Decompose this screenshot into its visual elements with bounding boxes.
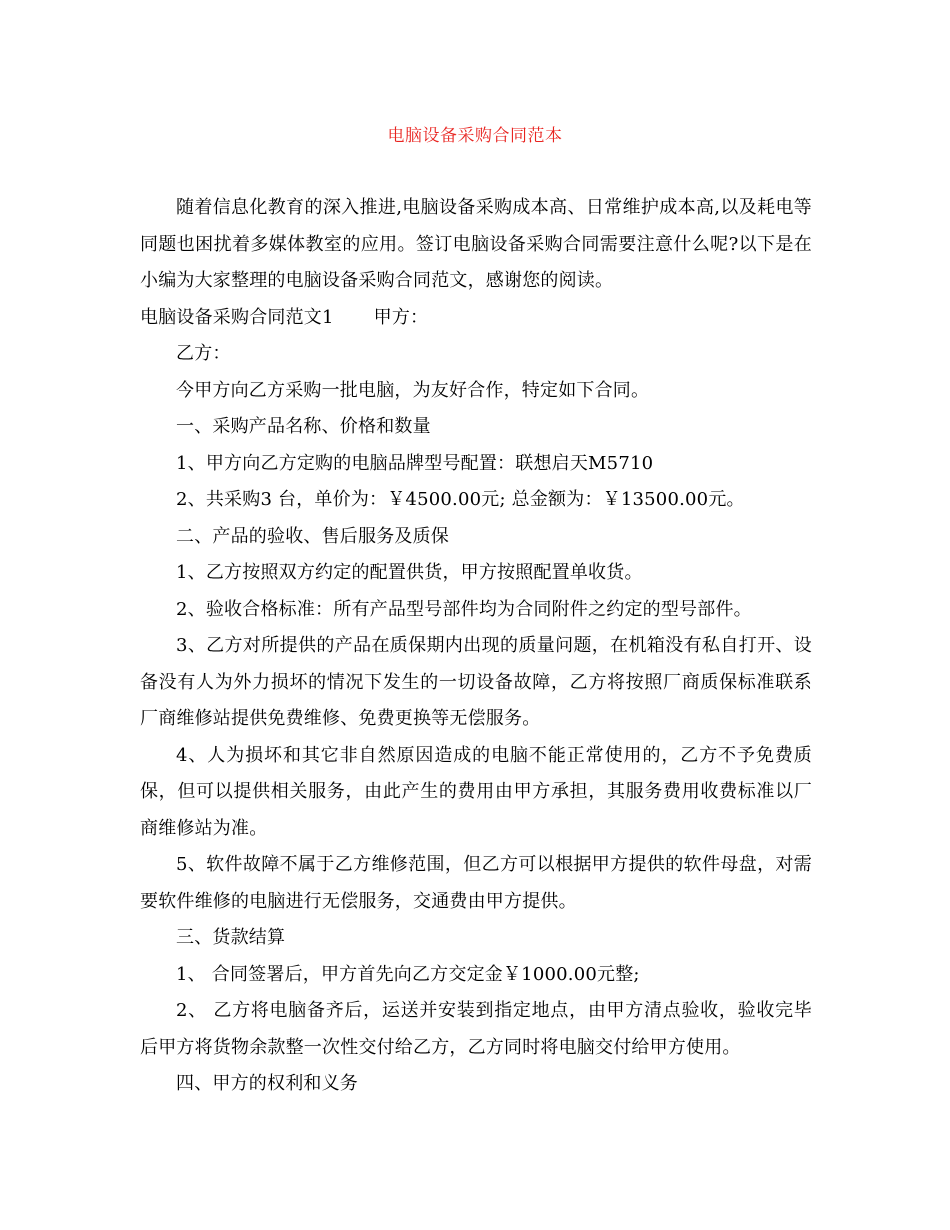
section2-item5: 5、软件故障不属于乙方维修范围，但乙方可以根据甲方提供的软件母盘，对需要软件维修的电脑进行无偿服务，交通费由甲方提供。 xyxy=(140,854,812,912)
section3-item2: 2、 乙方将电脑备齐后，运送并安装到指定地点，由甲方清点验收，验收完毕后甲方将货物余款整一次性交付给乙方，乙方同时将电脑交付给甲方使用。 xyxy=(140,1000,812,1058)
section2-item3: 3、乙方对所提供的产品在质保期内出现的质量问题，在机箱没有私自打开、设备没有人为外力损坏的情况下发生的一切设备故障，乙方将按照厂商质保标准联系厂商维修站提供免费维修、免费更换等无偿服务。 xyxy=(140,635,812,729)
section4-heading: 四、甲方的权利和义务 xyxy=(176,1073,358,1094)
section2-item4: 4、人为损坏和其它非自然原因造成的电脑不能正常使用的，乙方不予免费质保，但可以提供相关服务，由此产生的费用由甲方承担，其服务费用收费标准以厂商维修站为准。 xyxy=(140,744,812,839)
section3-item1: 1、 合同签署后，甲方首先向乙方交定金￥1000.00元整; xyxy=(176,963,640,985)
party-b-label: 乙方： xyxy=(176,343,231,364)
section2-item2: 2、验收合格标准：所有产品型号部件均为合同附件之约定的型号部件。 xyxy=(176,598,752,620)
section1-heading: 一、采购产品名称、价格和数量 xyxy=(176,416,431,437)
sample-heading: 电脑设备采购合同范文1 xyxy=(140,306,334,328)
document-body xyxy=(140,190,812,1103)
section2-heading: 二、产品的验收、售后服务及质保 xyxy=(176,525,449,547)
document-title: 电脑设备采购合同范本 xyxy=(387,126,563,146)
section3-heading: 三、货款结算 xyxy=(176,927,286,948)
section1-item1: 1、甲方向乙方定购的电脑品牌型号配置：联想启天M5710 xyxy=(176,452,654,474)
party-a-label: 甲方： xyxy=(373,306,429,328)
sample-heading-line xyxy=(140,300,812,337)
intro-paragraph: 随着信息化教育的深入推进,电脑设备采购成本高、日常维护成本高,以及耗电等同题也困扰着多媒体教室的应用。签订电脑设备采购合同需要注意什么呢?以下是在小编为大家整理的电脑设备采购合同范文，感谢您的阅读。 xyxy=(140,197,812,291)
section1-item2: 2、共采购3 台，单价为：￥4500.00元; 总金额为：￥13500.00元。 xyxy=(176,489,745,510)
section2-item1: 1、乙方按照双方约定的配置供货，甲方按照配置单收货。 xyxy=(176,562,643,583)
preamble-paragraph: 今甲方向乙方采购一批电脑，为友好合作，特定如下合同。 xyxy=(176,379,650,401)
